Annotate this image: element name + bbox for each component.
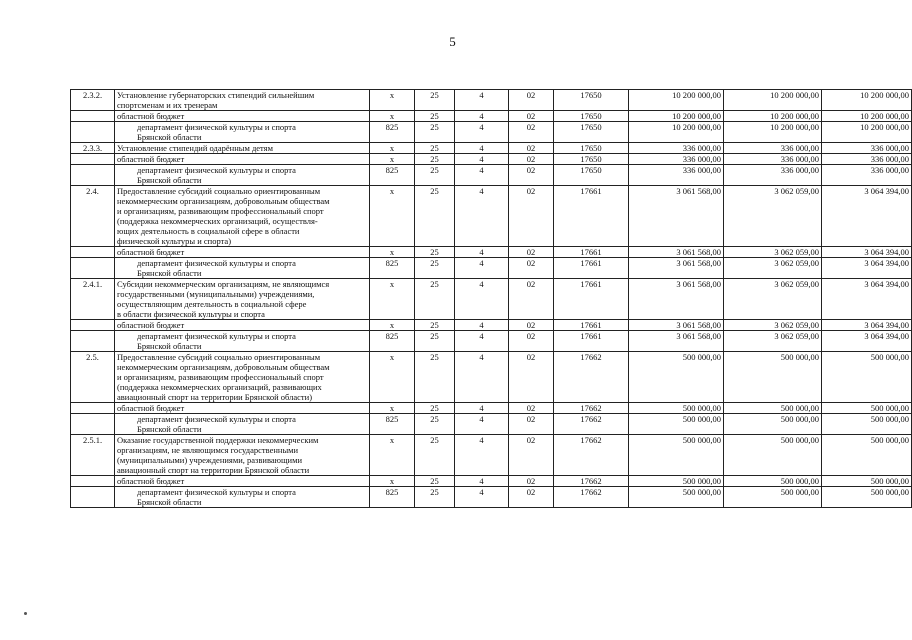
item-name-line: некоммерческим организациям, добровольным обществам xyxy=(117,196,330,206)
code-cell-5: 17661 xyxy=(554,258,629,279)
item-name-line: (поддержка некоммерческих организаций, осуществля- xyxy=(117,216,318,226)
item-name-line: Брянской области xyxy=(137,424,202,434)
code-cell-5: 17661 xyxy=(554,279,629,320)
amount-cell-1: 3 061 568,00 xyxy=(629,186,724,247)
code-cell-5: 17662 xyxy=(554,403,629,414)
table-row xyxy=(71,122,912,143)
item-number-cell xyxy=(71,258,115,279)
table-row xyxy=(71,435,912,476)
code-cell-2: 25 xyxy=(415,435,455,476)
item-name-line: областной бюджет xyxy=(117,154,185,164)
code-cell-4: 02 xyxy=(509,247,554,258)
code-cell-4: 02 xyxy=(509,111,554,122)
item-name-line: (поддержка некоммерческих организаций, развивающих xyxy=(117,382,322,392)
amount-cell-3: 10 200 000,00 xyxy=(822,111,912,122)
table-row xyxy=(71,331,912,352)
item-name-line: департамент физической культуры и спорта xyxy=(137,331,296,341)
amount-cell-2: 10 200 000,00 xyxy=(724,111,822,122)
item-name-line: областной бюджет xyxy=(117,247,185,257)
code-cell-5: 17662 xyxy=(554,435,629,476)
item-name-line: департамент физической культуры и спорта xyxy=(137,165,296,175)
item-name-cell xyxy=(115,90,370,111)
code-cell-3: 4 xyxy=(455,258,509,279)
item-number-cell: 2.4.1. xyxy=(71,279,115,320)
item-name-cell xyxy=(115,111,370,122)
amount-cell-3: 500 000,00 xyxy=(822,352,912,403)
table-row xyxy=(71,165,912,186)
code-cell-3: 4 xyxy=(455,154,509,165)
item-name-line: Установление стипендий одарённым детям xyxy=(117,143,273,153)
code-cell-1: 825 xyxy=(370,258,415,279)
amount-cell-1: 10 200 000,00 xyxy=(629,111,724,122)
amount-cell-2: 336 000,00 xyxy=(724,143,822,154)
code-cell-2: 25 xyxy=(415,331,455,352)
item-number-cell: 2.3.3. xyxy=(71,143,115,154)
amount-cell-2: 10 200 000,00 xyxy=(724,90,822,111)
item-name-cell xyxy=(115,186,370,247)
item-name-line: Оказание государственной поддержки некоммерческим xyxy=(117,435,319,445)
code-cell-1: 825 xyxy=(370,122,415,143)
code-cell-1: х xyxy=(370,320,415,331)
code-cell-5: 17650 xyxy=(554,90,629,111)
code-cell-3: 4 xyxy=(455,331,509,352)
code-cell-5: 17650 xyxy=(554,154,629,165)
code-cell-4: 02 xyxy=(509,352,554,403)
item-name-cell xyxy=(115,352,370,403)
code-cell-2: 25 xyxy=(415,90,455,111)
item-name-cell xyxy=(115,165,370,186)
amount-cell-1: 3 061 568,00 xyxy=(629,258,724,279)
code-cell-2: 25 xyxy=(415,414,455,435)
amount-cell-3: 336 000,00 xyxy=(822,154,912,165)
stray-mark xyxy=(24,612,27,615)
item-name-cell xyxy=(115,122,370,143)
code-cell-4: 02 xyxy=(509,414,554,435)
code-cell-3: 4 xyxy=(455,247,509,258)
code-cell-1: х xyxy=(370,352,415,403)
code-cell-4: 02 xyxy=(509,143,554,154)
item-number-cell: 2.5. xyxy=(71,352,115,403)
code-cell-3: 4 xyxy=(455,403,509,414)
amount-cell-1: 3 061 568,00 xyxy=(629,331,724,352)
table-row xyxy=(71,90,912,111)
item-name-line: авиационный спорт на территории Брянской области) xyxy=(117,392,313,402)
item-number-cell xyxy=(71,320,115,331)
code-cell-1: х xyxy=(370,279,415,320)
code-cell-3: 4 xyxy=(455,352,509,403)
code-cell-2: 25 xyxy=(415,122,455,143)
amount-cell-2: 3 062 059,00 xyxy=(724,279,822,320)
code-cell-1: х xyxy=(370,154,415,165)
item-number-cell xyxy=(71,154,115,165)
item-name-line: авиационный спорт на территории Брянской области xyxy=(117,465,310,475)
amount-cell-2: 500 000,00 xyxy=(724,435,822,476)
code-cell-4: 02 xyxy=(509,403,554,414)
code-cell-2: 25 xyxy=(415,258,455,279)
item-number-cell xyxy=(71,165,115,186)
item-name-line: и организациям, развивающим профессиональный спорт xyxy=(117,206,324,216)
amount-cell-1: 3 061 568,00 xyxy=(629,279,724,320)
amount-cell-3: 3 064 394,00 xyxy=(822,186,912,247)
code-cell-4: 02 xyxy=(509,320,554,331)
code-cell-4: 02 xyxy=(509,487,554,508)
amount-cell-3: 500 000,00 xyxy=(822,403,912,414)
code-cell-2: 25 xyxy=(415,476,455,487)
amount-cell-2: 3 062 059,00 xyxy=(724,186,822,247)
item-name-cell xyxy=(115,320,370,331)
amount-cell-1: 500 000,00 xyxy=(629,487,724,508)
code-cell-5: 17662 xyxy=(554,476,629,487)
table-row xyxy=(71,247,912,258)
item-name-line: Брянской области xyxy=(137,341,202,351)
code-cell-1: 825 xyxy=(370,165,415,186)
code-cell-5: 17662 xyxy=(554,487,629,508)
code-cell-2: 25 xyxy=(415,487,455,508)
item-name-line: осуществляющим деятельность в социальной сфере xyxy=(117,299,307,309)
code-cell-3: 4 xyxy=(455,279,509,320)
item-name-line: Брянской области xyxy=(137,175,202,185)
item-name-line: областной бюджет xyxy=(117,320,185,330)
amount-cell-3: 3 064 394,00 xyxy=(822,331,912,352)
code-cell-3: 4 xyxy=(455,122,509,143)
amount-cell-3: 3 064 394,00 xyxy=(822,320,912,331)
item-name-line: физической культуры и спорта) xyxy=(117,236,232,246)
item-name-line: департамент физической культуры и спорта xyxy=(137,258,296,268)
code-cell-3: 4 xyxy=(455,165,509,186)
amount-cell-1: 500 000,00 xyxy=(629,352,724,403)
table-row xyxy=(71,111,912,122)
item-name-line: областной бюджет xyxy=(117,403,185,413)
table-row xyxy=(71,487,912,508)
amount-cell-3: 10 200 000,00 xyxy=(822,122,912,143)
item-number-cell xyxy=(71,122,115,143)
item-name-cell xyxy=(115,154,370,165)
item-name-line: и организациям, развивающим профессиональный спорт xyxy=(117,372,324,382)
table-row xyxy=(71,320,912,331)
item-name-line: Предоставление субсидий социально ориентированным xyxy=(117,352,321,362)
item-name-line: организациям, не являющимся государственными xyxy=(117,445,299,455)
table-row xyxy=(71,186,912,247)
amount-cell-1: 336 000,00 xyxy=(629,165,724,186)
item-name-cell xyxy=(115,435,370,476)
table-row xyxy=(71,476,912,487)
code-cell-5: 17661 xyxy=(554,331,629,352)
code-cell-2: 25 xyxy=(415,352,455,403)
code-cell-3: 4 xyxy=(455,487,509,508)
amount-cell-2: 500 000,00 xyxy=(724,476,822,487)
table-row xyxy=(71,279,912,320)
item-number-cell xyxy=(71,247,115,258)
page-number: 5 xyxy=(449,34,456,49)
code-cell-4: 02 xyxy=(509,279,554,320)
code-cell-5: 17662 xyxy=(554,414,629,435)
item-name-line: (муниципальными) учреждениями, развивающими xyxy=(117,455,303,465)
code-cell-1: 825 xyxy=(370,414,415,435)
item-number-cell: 2.5.1. xyxy=(71,435,115,476)
item-name-line: некоммерческим организациям, добровольным обществам xyxy=(117,362,330,372)
item-number-cell xyxy=(71,476,115,487)
item-name-cell xyxy=(115,279,370,320)
amount-cell-2: 500 000,00 xyxy=(724,403,822,414)
code-cell-1: х xyxy=(370,186,415,247)
code-cell-4: 02 xyxy=(509,186,554,247)
item-name-line: Субсидии некоммерческим организациям, не являющимся xyxy=(117,279,330,289)
amount-cell-1: 500 000,00 xyxy=(629,403,724,414)
amount-cell-2: 3 062 059,00 xyxy=(724,320,822,331)
item-name-line: Установление губернаторских стипендий сильнейшим xyxy=(117,90,315,100)
amount-cell-3: 500 000,00 xyxy=(822,414,912,435)
amount-cell-1: 500 000,00 xyxy=(629,414,724,435)
code-cell-5: 17650 xyxy=(554,143,629,154)
code-cell-1: х xyxy=(370,435,415,476)
item-name-cell xyxy=(115,414,370,435)
code-cell-5: 17650 xyxy=(554,122,629,143)
code-cell-4: 02 xyxy=(509,154,554,165)
amount-cell-1: 10 200 000,00 xyxy=(629,122,724,143)
code-cell-5: 17661 xyxy=(554,186,629,247)
code-cell-1: х xyxy=(370,143,415,154)
code-cell-4: 02 xyxy=(509,122,554,143)
item-name-line: Брянской области xyxy=(137,132,202,142)
table-row xyxy=(71,258,912,279)
item-name-line: департамент физической культуры и спорта xyxy=(137,122,296,132)
code-cell-4: 02 xyxy=(509,90,554,111)
amount-cell-3: 500 000,00 xyxy=(822,435,912,476)
code-cell-3: 4 xyxy=(455,90,509,111)
code-cell-1: х xyxy=(370,247,415,258)
amount-cell-1: 500 000,00 xyxy=(629,435,724,476)
code-cell-2: 25 xyxy=(415,403,455,414)
item-name-cell xyxy=(115,403,370,414)
item-name-line: ющих деятельность в социальной сфере в области xyxy=(117,226,300,236)
table-row xyxy=(71,403,912,414)
code-cell-3: 4 xyxy=(455,320,509,331)
amount-cell-2: 500 000,00 xyxy=(724,352,822,403)
budget-table xyxy=(70,89,912,508)
table-row xyxy=(71,352,912,403)
item-number-cell xyxy=(71,414,115,435)
amount-cell-2: 3 062 059,00 xyxy=(724,247,822,258)
amount-cell-2: 336 000,00 xyxy=(724,154,822,165)
item-name-line: областной бюджет xyxy=(117,111,185,121)
code-cell-3: 4 xyxy=(455,414,509,435)
table-row xyxy=(71,414,912,435)
code-cell-3: 4 xyxy=(455,143,509,154)
code-cell-5: 17650 xyxy=(554,111,629,122)
item-name-cell xyxy=(115,476,370,487)
code-cell-1: х xyxy=(370,476,415,487)
code-cell-2: 25 xyxy=(415,111,455,122)
code-cell-3: 4 xyxy=(455,476,509,487)
amount-cell-3: 500 000,00 xyxy=(822,487,912,508)
item-name-line: департамент физической культуры и спорта xyxy=(137,414,296,424)
code-cell-2: 25 xyxy=(415,165,455,186)
item-name-line: департамент физической культуры и спорта xyxy=(137,487,296,497)
item-name-line: государственными (муниципальными) учреждениями, xyxy=(117,289,315,299)
item-number-cell xyxy=(71,403,115,414)
item-name-cell xyxy=(115,143,370,154)
amount-cell-2: 500 000,00 xyxy=(724,487,822,508)
table-body xyxy=(71,90,912,508)
code-cell-2: 25 xyxy=(415,186,455,247)
code-cell-1: х xyxy=(370,90,415,111)
amount-cell-3: 336 000,00 xyxy=(822,143,912,154)
amount-cell-1: 336 000,00 xyxy=(629,143,724,154)
code-cell-4: 02 xyxy=(509,258,554,279)
code-cell-5: 17650 xyxy=(554,165,629,186)
code-cell-1: х xyxy=(370,111,415,122)
code-cell-5: 17661 xyxy=(554,247,629,258)
code-cell-4: 02 xyxy=(509,331,554,352)
item-number-cell: 2.3.2. xyxy=(71,90,115,111)
code-cell-2: 25 xyxy=(415,154,455,165)
amount-cell-3: 10 200 000,00 xyxy=(822,90,912,111)
code-cell-5: 17662 xyxy=(554,352,629,403)
item-name-line: Предоставление субсидий социально ориентированным xyxy=(117,186,321,196)
amount-cell-3: 336 000,00 xyxy=(822,165,912,186)
code-cell-2: 25 xyxy=(415,320,455,331)
amount-cell-2: 10 200 000,00 xyxy=(724,122,822,143)
code-cell-4: 02 xyxy=(509,476,554,487)
code-cell-1: 825 xyxy=(370,331,415,352)
amount-cell-3: 3 064 394,00 xyxy=(822,258,912,279)
code-cell-2: 25 xyxy=(415,143,455,154)
item-name-cell xyxy=(115,331,370,352)
amount-cell-3: 3 064 394,00 xyxy=(822,247,912,258)
table-row xyxy=(71,143,912,154)
amount-cell-1: 3 061 568,00 xyxy=(629,247,724,258)
amount-cell-2: 3 062 059,00 xyxy=(724,331,822,352)
code-cell-3: 4 xyxy=(455,435,509,476)
item-number-cell xyxy=(71,111,115,122)
code-cell-1: 825 xyxy=(370,487,415,508)
code-cell-2: 25 xyxy=(415,247,455,258)
code-cell-1: х xyxy=(370,403,415,414)
amount-cell-2: 500 000,00 xyxy=(724,414,822,435)
item-number-cell: 2.4. xyxy=(71,186,115,247)
code-cell-3: 4 xyxy=(455,186,509,247)
amount-cell-2: 336 000,00 xyxy=(724,165,822,186)
item-name-line: областной бюджет xyxy=(117,476,185,486)
amount-cell-3: 500 000,00 xyxy=(822,476,912,487)
item-name-cell xyxy=(115,247,370,258)
item-name-cell xyxy=(115,258,370,279)
amount-cell-1: 336 000,00 xyxy=(629,154,724,165)
item-name-line: Брянской области xyxy=(137,268,202,278)
code-cell-4: 02 xyxy=(509,165,554,186)
item-name-line: Брянской области xyxy=(137,497,202,507)
code-cell-3: 4 xyxy=(455,111,509,122)
item-name-cell xyxy=(115,487,370,508)
item-number-cell xyxy=(71,331,115,352)
code-cell-4: 02 xyxy=(509,435,554,476)
amount-cell-1: 3 061 568,00 xyxy=(629,320,724,331)
table-row xyxy=(71,154,912,165)
item-name-line: в области физической культуры и спорта xyxy=(117,309,265,319)
amount-cell-3: 3 064 394,00 xyxy=(822,279,912,320)
code-cell-5: 17661 xyxy=(554,320,629,331)
item-name-line: спортсменам и их тренерам xyxy=(117,100,218,110)
amount-cell-2: 3 062 059,00 xyxy=(724,258,822,279)
item-number-cell xyxy=(71,487,115,508)
amount-cell-1: 10 200 000,00 xyxy=(629,90,724,111)
amount-cell-1: 500 000,00 xyxy=(629,476,724,487)
code-cell-2: 25 xyxy=(415,279,455,320)
